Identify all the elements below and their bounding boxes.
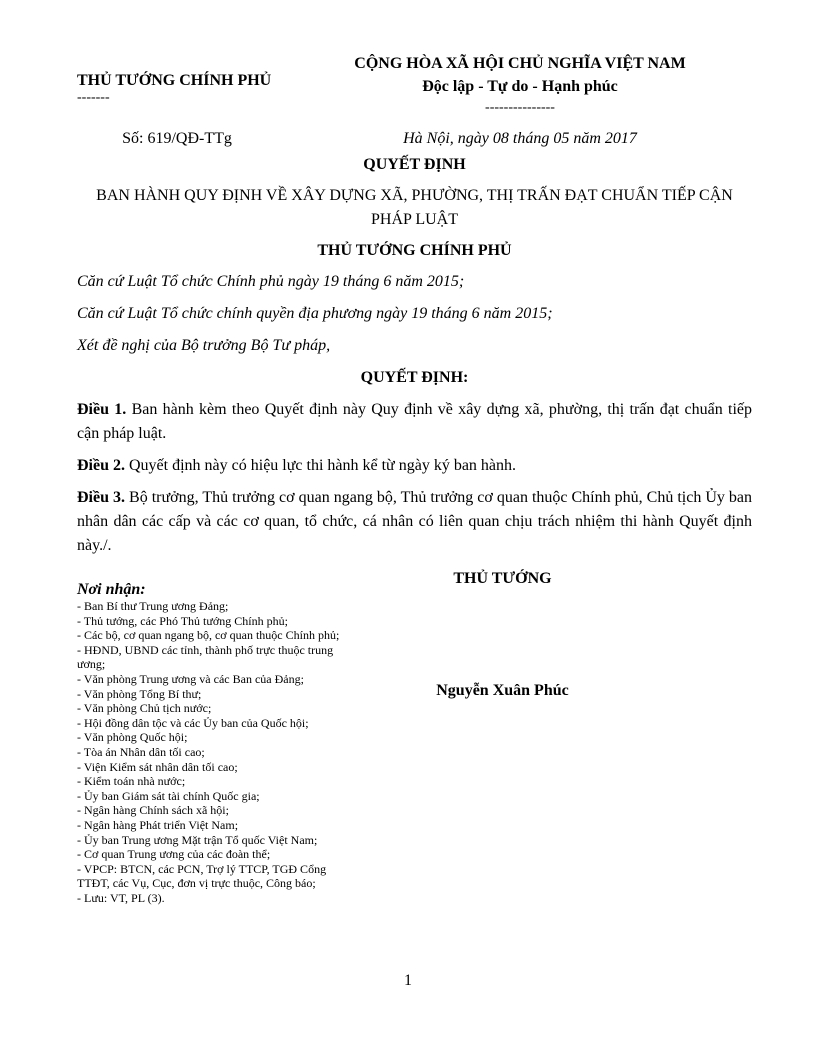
article-1-text: Ban hành kèm theo Quyết định này Quy định về xây dựng xã, phường, thị trấn đạt chuẩn tiếp cận pháp luật.	[77, 401, 753, 442]
legal-basis-2: Căn cứ Luật Tổ chức chính quyền địa phương ngày 19 tháng 6 năm 2015;	[77, 305, 553, 322]
recipient-item: - Cơ quan Trung ương của các đoàn thể;	[77, 847, 271, 862]
document-number: Số: 619/QĐ-TTg	[122, 130, 232, 147]
article-3-label: Điều 3.	[77, 489, 126, 506]
recipient-item: - Kiểm toán nhà nước;	[77, 774, 186, 789]
recipient-item: - Văn phòng Chủ tịch nước;	[77, 701, 212, 716]
recipient-item: - Văn phòng Tổng Bí thư;	[77, 686, 202, 701]
issuing-authority: THỦ TƯỚNG CHÍNH PHỦ	[77, 72, 272, 89]
article-2	[77, 454, 752, 478]
signature-block	[400, 569, 605, 701]
national-title-block	[320, 54, 720, 117]
recipient-item: - HĐND, UBND các tỉnh, thành phố trực thuộc trung ương;	[77, 642, 334, 672]
recipients-list	[77, 599, 357, 905]
recipient-item: - Ngân hàng Phát triển Việt Nam;	[77, 817, 239, 832]
document-title: BAN HÀNH QUY ĐỊNH VỀ XÂY DỰNG XÃ, PHƯỜNG, THỊ TRẤN ĐẠT CHUẨN TIẾP CẬN PHÁP LUẬT	[96, 187, 733, 228]
article-2-text: Quyết định này có hiệu lực thi hành kể từ ngày ký ban hành.	[129, 457, 517, 474]
signer-role: THỦ TƯỚNG	[453, 570, 552, 587]
article-1	[77, 398, 752, 446]
authority-separator: -------	[77, 90, 110, 105]
recipient-item: - Ủy ban Trung ương Mặt trận Tổ quốc Việt Nam;	[77, 832, 318, 847]
recipient-item: - Ngân hàng Chính sách xã hội;	[77, 803, 229, 818]
article-3-text: Bộ trưởng, Thủ trưởng cơ quan ngang bộ, Thủ trưởng cơ quan thuộc Chính phủ, Chủ tịch Ủy ban nhân dân các cấp và các cơ quan, tổ chức, cá nhân có liên quan chịu trách nhiệm thi hành Quyết định này./.	[77, 489, 753, 554]
recipient-item: - Văn phòng Trung ương và các Ban của Đảng;	[77, 671, 304, 686]
recipient-item: - Ban Bí thư Trung ương Đảng;	[77, 599, 229, 613]
recipient-item: - Viện Kiểm sát nhân dân tối cao;	[77, 759, 238, 774]
document-body	[77, 154, 752, 558]
recipient-item: - Hội đồng dân tộc và các Ủy ban của Quốc hội;	[77, 715, 309, 730]
article-3	[77, 486, 752, 558]
place-date: Hà Nội, ngày 08 tháng 05 năm 2017	[403, 130, 637, 147]
issuing-authority-block	[77, 72, 297, 106]
national-motto: Độc lập - Tự do - Hạnh phúc	[422, 78, 618, 95]
country-name: CỘNG HÒA XÃ HỘI CHỦ NGHĨA VIỆT NAM	[354, 55, 686, 72]
page-number: 1	[404, 972, 412, 989]
recipients-block	[77, 581, 357, 905]
legal-basis-1: Căn cứ Luật Tổ chức Chính phủ ngày 19 tháng 6 năm 2015;	[77, 273, 465, 290]
recipient-item: - Tòa án Nhân dân tối cao;	[77, 744, 205, 759]
article-2-label: Điều 2.	[77, 457, 125, 474]
recipient-item: - Các bộ, cơ quan ngang bộ, cơ quan thuộc Chính phủ;	[77, 628, 340, 643]
motto-separator: ---------------	[485, 100, 555, 115]
decision-heading: QUYẾT ĐỊNH:	[360, 369, 469, 386]
recipient-item: - Lưu: VT, PL (3).	[77, 890, 165, 905]
article-1-label: Điều 1.	[77, 401, 127, 418]
document-type: QUYẾT ĐỊNH	[363, 156, 466, 173]
recipients-title: Nơi nhận:	[77, 581, 146, 598]
recipient-item: - Ủy ban Giám sát tài chính Quốc gia;	[77, 788, 260, 803]
recipient-item: - Thủ tướng, các Phó Thủ tướng Chính phủ;	[77, 613, 288, 628]
recipient-item: - VPCP: BTCN, các PCN, Trợ lý TTCP, TGĐ Cổng TTĐT, các Vụ, Cục, đơn vị trực thuộc, Công báo;	[77, 861, 327, 891]
recipient-item: - Văn phòng Quốc hội;	[77, 730, 188, 745]
legal-basis-3: Xét đề nghị của Bộ trưởng Bộ Tư pháp,	[77, 337, 331, 354]
signer-name: Nguyễn Xuân Phúc	[436, 682, 569, 699]
issuer-heading: THỦ TƯỚNG CHÍNH PHỦ	[317, 242, 512, 259]
